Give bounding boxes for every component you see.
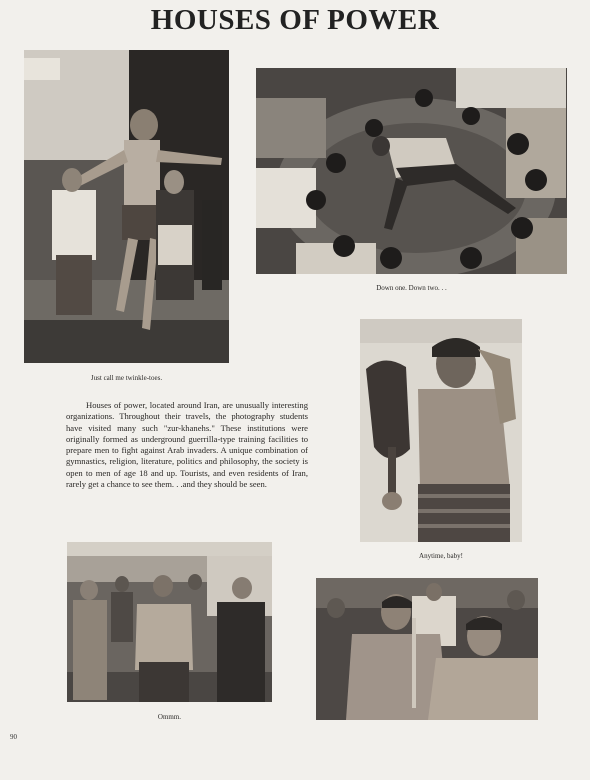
page-title: HOUSES OF POWER <box>150 4 440 36</box>
photo-dancer-image <box>24 50 229 363</box>
photo-two-men-image <box>316 578 538 720</box>
page-number: 90 <box>10 733 17 741</box>
caption-dancer: Just call me twinkle-toes. <box>90 374 163 382</box>
article-paragraph: Houses of power, located around Iran, are unusually interesting organizations. Throughout their travels, the photography students have visited many such "zur-khanehs." These institutions were originally formed as underground guerrilla-type training facilities to prepare men to fight against Arab invaders. A unique combination of gymnastics, religion, literature, politics and philosophy, the society is open to men of age 18 and up. Tourists, and even residents of Iran, rarely get a chance to see them. . .and they should be seen. <box>66 400 308 490</box>
photo-club-man <box>360 319 522 542</box>
photo-pushup-circle-image <box>256 68 567 274</box>
photo-group <box>67 542 272 702</box>
photo-club-man-image <box>360 319 522 542</box>
photo-group-image <box>67 542 272 702</box>
article-text <box>66 400 308 490</box>
photo-dancer <box>24 50 229 363</box>
photo-pushup-circle <box>256 68 567 274</box>
caption-pushup-circle: Down one. Down two. . . <box>376 284 447 292</box>
caption-group: Ommm. <box>157 713 182 721</box>
caption-club-man: Anytime, baby! <box>419 552 463 560</box>
photo-two-men <box>316 578 538 720</box>
